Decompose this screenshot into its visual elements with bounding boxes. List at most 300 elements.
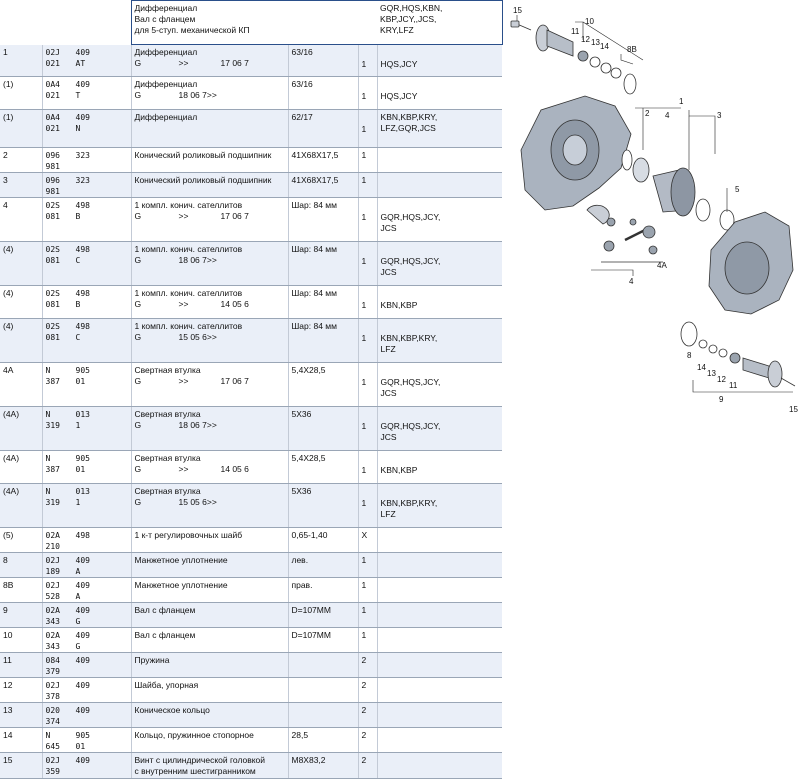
description-line [135,79,286,90]
part-number-segment: A [75,592,81,601]
part-number-segment: 021 [45,124,60,133]
part-number-cell [42,678,131,703]
quantity-cell [358,45,377,77]
note-cell [288,77,358,110]
part-number-segment: 189 [45,567,60,576]
description-text: Коническое кольцо [134,705,210,715]
part-number-segment: 498 [75,289,90,298]
models-cell [377,528,502,553]
table-row [0,173,502,198]
part-number-segment: 081 [45,300,60,309]
quantity-cell [358,110,377,148]
part-number-segment: B [75,300,81,309]
quantity-cell [358,578,377,603]
production-range-part: G [134,332,142,342]
production-range-part: 17 06 7 [220,58,249,68]
position-cell [0,753,42,779]
part-number-cell [42,77,131,110]
production-range-part: 14 05 6 [220,464,249,474]
part-number-segment: 387 [45,465,60,474]
production-range-part: 18 06 7>> [178,90,217,100]
description-line [135,580,286,591]
description-line [135,486,286,497]
quantity-cell [358,678,377,703]
models-cell [377,653,502,678]
note-cell [288,148,358,173]
position-cell [0,603,42,628]
position-cell [0,286,42,319]
description-cell [131,77,288,110]
table-row [0,110,502,148]
model-code-line [381,344,501,355]
part-number-segment: 02S [45,245,60,254]
description-cell [131,45,288,77]
position-number: 1 [3,46,8,57]
note-text: Шар: 84 мм [291,244,337,254]
quantity-value: 1 [361,377,367,387]
production-range-part: >> [178,211,189,221]
note-text: 5,4X28,5 [291,365,326,375]
quantity-value: 1 [361,555,367,565]
quantity-value: 1 [361,300,367,310]
production-range-part: 18 06 7>> [178,255,217,265]
header-model-line: GQR,HQS,KBN, [380,3,443,13]
production-range-part: G [134,376,142,386]
part-number-segment: 021 [45,58,60,68]
part-number-cell [42,484,131,528]
position-cell [0,628,42,653]
description-cell [131,363,288,407]
part-number-segment: 210 [45,542,60,551]
part-number-segment: 409 [75,556,90,565]
quantity-value: 1 [361,175,367,185]
part-number-segment: 02A [45,531,60,540]
quantity-value: 1 [361,580,367,590]
part-number-segment: 021 [45,91,60,100]
position-number: 11 [3,655,12,665]
position-cell [0,553,42,578]
position-cell [0,528,42,553]
model-code: LFZ [380,344,396,354]
part-number-segment: N [45,487,51,496]
part-number-segment: 02A [45,606,60,615]
models-cell [377,728,502,753]
position-cell [0,451,42,484]
description-text: Манжетное уплотнение [134,580,228,590]
model-code: GQR,HQS,JCY, [380,256,441,266]
side-gear-a [607,218,615,226]
model-code: KBN,KBP,KRY, [380,333,438,343]
models-cell [377,198,502,242]
model-code: JCS [380,388,397,398]
description-line [135,630,286,641]
callout-14-bottom: 14 [697,363,706,372]
note-text: прав. [291,580,313,590]
description-cell [131,528,288,553]
description-line [135,730,286,741]
part-number-cell [42,703,131,728]
part-number-cell [42,242,131,286]
part-number-segment: 096 [45,151,60,160]
table-row [0,578,502,603]
description-line [135,409,286,420]
note-cell [288,198,358,242]
model-code: KBN,KBP [380,300,418,310]
table-row [0,603,502,628]
quantity-cell [358,753,377,779]
pinion-gear [643,226,655,238]
quantity-cell [358,528,377,553]
production-range-part: G [134,464,142,474]
position-number: 15 [3,755,13,765]
production-range [135,376,286,387]
production-range-part: G [134,211,142,221]
housing-right-bore [725,242,769,294]
pinion-set [587,205,663,262]
part-number-cell [42,603,131,628]
position-number: 10 [3,630,13,640]
part-number-segment: 409 [75,631,90,640]
table-row [0,628,502,653]
header-line: Вал с фланцем [134,14,196,24]
part-number-segment: 645 [45,742,60,751]
position-number: (4) [3,288,14,298]
models-cell [377,753,502,779]
quantity-value: 2 [361,655,367,665]
description-cell [131,319,288,363]
production-range-part: >> [178,376,189,386]
callout-3: 3 [717,111,722,120]
table-row [0,678,502,703]
quantity-value: 2 [361,705,367,715]
part-number-segment: 01 [75,377,86,386]
quantity-cell [358,451,377,484]
model-code-line [381,123,501,134]
description-cell [131,451,288,484]
part-number-cell [42,451,131,484]
part-number-segment: 378 [45,692,60,701]
production-range-part: G [134,255,142,265]
part-number-cell [42,407,131,451]
models-cell [377,678,502,703]
description-cell [131,110,288,148]
description-cell [131,148,288,173]
description-text: 1 компл. конич. сателлитов [134,244,243,254]
note-cell [288,173,358,198]
production-range [135,332,286,343]
model-code-line [381,59,501,70]
callout-11-bottom: 11 [729,381,738,390]
model-code-line [381,223,501,234]
models-cell [377,77,502,110]
description-text: Свертная втулка [134,453,201,463]
models-cell [377,553,502,578]
callout-12-bottom: 12 [717,375,726,384]
model-code: JCS [380,223,397,233]
part-number-cell [42,628,131,653]
model-code-line [381,256,501,267]
callout-13-top: 13 [591,38,600,47]
description-text: Свертная втулка [134,486,201,496]
note-text: 0,65-1,40 [291,530,328,540]
position-number: 4A [3,365,14,375]
position-number: 9 [3,605,8,615]
model-code-line [381,267,501,278]
description-line [135,365,286,376]
models-cell [377,286,502,319]
quantity-value: 2 [361,730,367,740]
part-number-segment: 096 [45,176,60,185]
description-cell [131,242,288,286]
note-text: Шар: 84 мм [291,200,337,210]
note-cell [288,451,358,484]
model-code: GQR,HQS,JCY, [380,421,441,431]
part-number-segment: N [45,454,51,463]
part-number-segment: 905 [75,731,90,740]
part-number-segment: N [75,124,81,133]
exploded-diagram [503,0,800,420]
table-row [0,77,502,110]
quantity-cell [358,553,377,578]
note-cell [288,363,358,407]
production-range [135,90,286,101]
part-number-segment: 02S [45,201,60,210]
production-range [135,464,286,475]
description-line [135,244,286,255]
table-row [0,553,502,578]
position-number: 12 [3,680,13,690]
part-number-segment: 02J [45,756,60,765]
quantity-value: 1 [361,124,367,134]
callout-1: 1 [679,97,684,106]
part-number-segment: 084 [45,656,60,665]
description-cell [131,286,288,319]
part-number-segment: 528 [45,592,60,601]
description-text: с внутренним шестигранником [134,766,256,776]
position-cell [0,148,42,173]
models-cell [377,110,502,148]
production-range [135,211,286,222]
description-cell [131,553,288,578]
position-number: (5) [3,530,14,540]
part-number-segment: 02J [45,556,60,565]
note-cell [288,319,358,363]
position-cell [0,678,42,703]
table-row [0,703,502,728]
note-cell [288,110,358,148]
quantity-cell [358,198,377,242]
quantity-cell [358,703,377,728]
part-number-segment: 343 [45,642,60,651]
part-number-segment: 498 [75,322,90,331]
part-number-segment: 498 [75,245,90,254]
part-number-segment: 02J [45,581,60,590]
description-text: Свертная втулка [134,365,201,375]
table-row [0,363,502,407]
part-number-segment: 02J [45,681,60,690]
part-number-segment: 409 [75,706,90,715]
description-text: 1 компл. конич. сателлитов [134,288,243,298]
production-range-part: 17 06 7 [220,376,249,386]
production-range [135,58,286,69]
position-number: (4) [3,321,14,331]
seal-8b [624,74,636,94]
models-cell [377,578,502,603]
model-code-line [381,498,501,509]
models-cell [377,628,502,653]
position-cell [0,319,42,363]
model-code-line [381,421,501,432]
part-number-segment: 020 [45,706,60,715]
part-number-cell [42,553,131,578]
quantity-value: 1 [361,91,367,101]
note-cell [288,286,358,319]
part-number-segment: 01 [75,742,86,751]
part-number-segment: 409 [75,581,90,590]
shaft-top [547,30,573,56]
part-number-segment: 905 [75,454,90,463]
description-line [135,766,286,777]
callout-11-top: 11 [571,27,580,36]
description-cell [131,198,288,242]
part-number-segment: AT [75,58,86,68]
description-cell [131,578,288,603]
model-code-line [381,91,501,102]
description-text: Конический роликовый подшипник [134,150,272,160]
production-range-part: 15 05 6>> [178,332,217,342]
part-number-segment: 0A4 [45,80,60,89]
bearing-2 [622,150,632,170]
part-number-segment: 013 [75,487,90,496]
description-text: Пружина [134,655,170,665]
quantity-cell [358,319,377,363]
part-number-cell [42,319,131,363]
position-cell [0,173,42,198]
table-row [0,728,502,753]
position-cell [0,653,42,678]
part-number-segment: 905 [75,366,90,375]
quantity-value: 1 [361,150,367,160]
part-number-segment: 374 [45,717,60,726]
part-number-segment: 01 [75,465,86,474]
note-text: 5X36 [291,486,312,496]
note-text: 41X68X17,5 [291,175,339,185]
model-code: HQS,JCY [380,59,418,69]
quantity-value: 2 [361,680,367,690]
part-number-segment: 498 [75,531,90,540]
quantity-cell [358,484,377,528]
part-number-segment: C [75,333,81,342]
note-text: Шар: 84 мм [291,288,337,298]
quantity-value: 1 [361,333,367,343]
part-number-segment: T [75,91,81,100]
position-number: (4A) [3,486,20,496]
part-number-segment: 409 [75,606,90,615]
model-code-line [381,432,501,443]
part-number-segment: 1 [75,498,81,507]
note-cell [288,728,358,753]
note-text: Шар: 84 мм [291,321,337,331]
quantity-cell [358,173,377,198]
callout-14-top: 14 [600,42,609,51]
part-number-segment: 409 [75,656,90,665]
model-code: GQR,HQS,JCY, [380,377,441,387]
header-pn-cell [42,1,131,45]
part-number-segment: 02A [45,631,60,640]
part-number-segment: 319 [45,498,60,507]
bolt-15-bottom [781,378,795,386]
description-text: Вал с фланцем [134,605,196,615]
position-number: (4A) [3,409,20,419]
table-row [0,753,502,779]
position-number: (4) [3,244,14,254]
description-text: Дифференциал [134,79,198,89]
description-cell [131,484,288,528]
note-text: 62/17 [291,112,313,122]
bearing-3 [696,199,710,221]
part-number-segment: 081 [45,333,60,342]
description-text: Кольцо, пружинное стопорное [134,730,254,740]
part-number-cell [42,528,131,553]
part-number-segment: N [45,366,51,375]
part-number-cell [42,148,131,173]
production-range [135,497,286,508]
description-line [135,705,286,716]
model-code-line [381,509,501,520]
production-range [135,420,286,431]
note-text: лев. [291,555,309,565]
description-line [135,605,286,616]
table-row [0,528,502,553]
position-number: 2 [3,150,8,160]
description-cell [131,603,288,628]
description-line [135,655,286,666]
note-cell [288,603,358,628]
part-number-segment: 359 [45,767,60,776]
table-row [0,45,502,77]
washer-12-bottom [719,349,727,357]
quantity-cell [358,148,377,173]
position-number: 13 [3,705,13,715]
table-row [0,451,502,484]
part-number-cell [42,198,131,242]
position-cell [0,77,42,110]
header-row [0,1,502,45]
description-cell [131,653,288,678]
part-number-segment: 323 [75,176,90,185]
note-text: 63/16 [291,47,313,57]
production-range-part: 15 05 6>> [178,497,217,507]
production-range-part: >> [178,58,189,68]
quantity-value: 1 [361,256,367,266]
description-text: Дифференциал [134,112,198,122]
description-cell [131,678,288,703]
ring-13-bottom [709,345,717,353]
callout-12-top: 12 [581,35,590,44]
quantity-value: 1 [361,630,367,640]
note-text: M8X83,2 [291,755,326,765]
model-code-line [381,333,501,344]
note-cell [288,703,358,728]
quantity-cell [358,77,377,110]
note-text: D=107MM [291,605,331,615]
differential-group [622,150,734,230]
production-range-part: G [134,497,142,507]
production-range-part: G [134,420,142,430]
part-number-segment: 409 [75,47,90,57]
part-number-segment: 081 [45,212,60,221]
model-code: LFZ [380,509,396,519]
